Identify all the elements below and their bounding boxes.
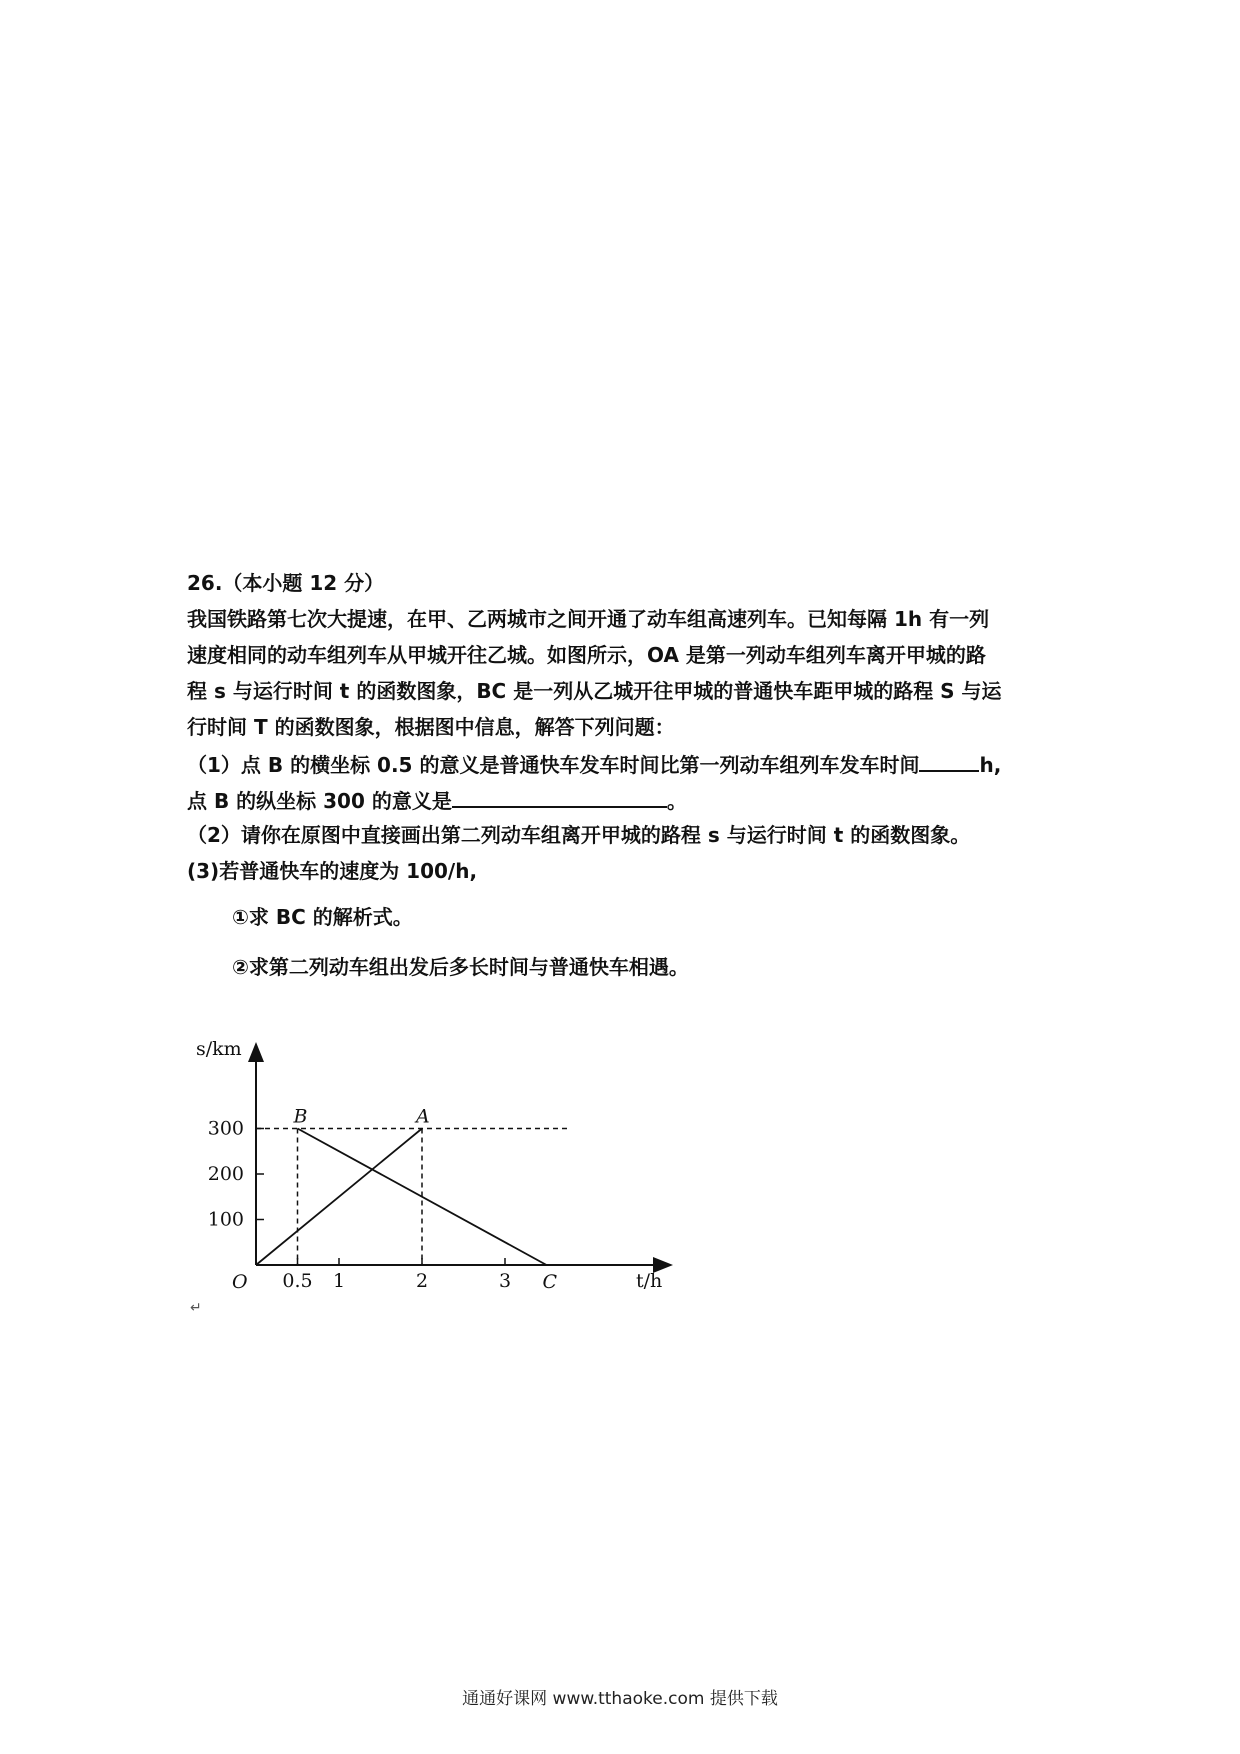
y-tick-label-300: 300: [207, 1117, 244, 1140]
problem-text-line-4: 行时间 T 的函数图象，根据图中信息，解答下列问题：: [187, 715, 675, 739]
answer-blank-2[interactable]: [452, 784, 667, 808]
problem-text-line-2: 速度相同的动车组列车从甲城开往乙城。如图所示，OA 是第一列动车组列车离开甲城的路: [187, 643, 986, 667]
x-tick-label-1: 1: [332, 1270, 346, 1292]
x-tick-label-0.5: 0.5: [282, 1270, 313, 1292]
point-label-a: A: [416, 1105, 430, 1128]
graph-svg: [190, 1030, 690, 1300]
x-tick-label-3: 3: [498, 1270, 512, 1292]
question-1-period: 。: [666, 789, 687, 813]
problem-header: 26.（本小题 12 分）: [187, 571, 385, 595]
problem-text-line-1: 我国铁路第七次大提速，在甲、乙两城市之间开通了动车组高速列车。已知每隔 1h 有一列: [187, 607, 990, 631]
question-1-second-text: 点 B 的纵坐标 300 的意义是: [187, 789, 452, 813]
return-mark: ↵: [190, 1300, 202, 1316]
point-label-b: B: [293, 1105, 308, 1128]
problem-text-line-3: 程 s 与运行时间 t 的函数图象，BC 是一列从乙城开往甲城的普通快车距甲城的路程 S 与运: [187, 679, 1002, 703]
question-1-text: （1）点 B 的横坐标 0.5 的意义是普通快车发车时间比第一列动车组列车发车时间: [187, 753, 920, 777]
point-label-c: C: [542, 1271, 558, 1293]
footer-text: 通通好课网 www.tthaoke.com 提供下载: [462, 1689, 778, 1709]
question-2: （2）请你在原图中直接画出第二列动车组离开甲城的路程 s 与运行时间 t 的函数图象。: [187, 823, 971, 847]
function-graph: [190, 1030, 690, 1300]
question-1-line-2: [187, 784, 687, 816]
question-3-1: ①求 BC 的解析式。: [232, 905, 413, 929]
question-1-unit: h,: [979, 753, 1002, 777]
y-axis-label: s/km: [196, 1038, 242, 1060]
y-tick-label-100: 100: [207, 1208, 244, 1231]
answer-blank-1[interactable]: [919, 748, 979, 772]
y-tick-label-200: 200: [207, 1163, 244, 1185]
series-oa: [256, 1129, 422, 1266]
question-3: (3)若普通快车的速度为 100/h,: [187, 859, 478, 883]
origin-label: O: [232, 1271, 248, 1293]
question-1-line-1: [187, 748, 1001, 780]
question-3-2: ②求第二列动车组出发后多长时间与普通快车相遇。: [232, 955, 689, 979]
x-tick-label-2: 2: [415, 1270, 429, 1292]
x-axis-label: t/h: [636, 1270, 663, 1292]
